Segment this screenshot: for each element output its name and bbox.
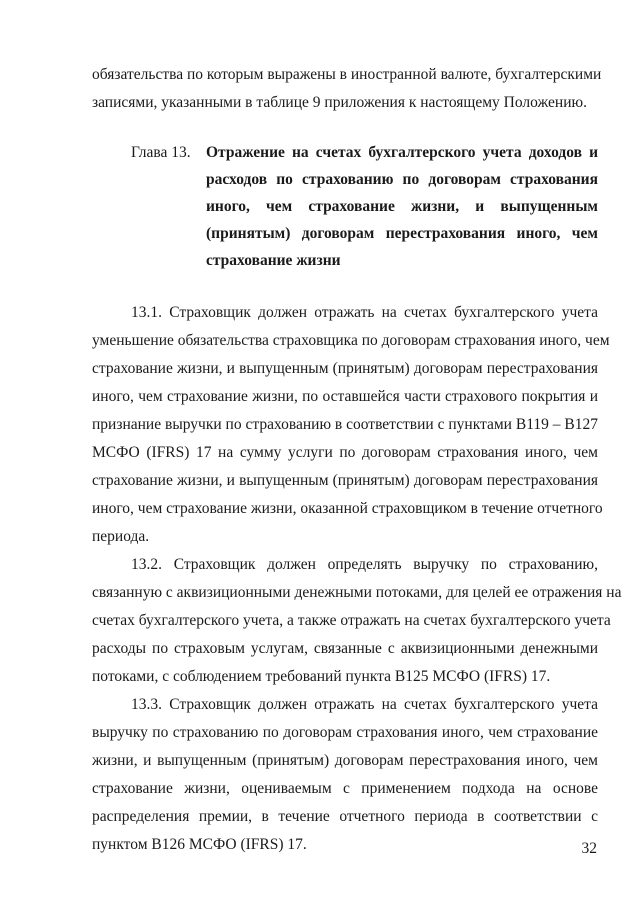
section-13-3-line: распределения премии, в течение отчетного периода в соответствии с	[92, 808, 598, 825]
section-13-1-line: 13.1. Страховщик должен отражать на счетах бухгалтерского учета	[131, 304, 598, 321]
chapter-title-line: расходов по страхованию по договорам страхования	[206, 171, 598, 188]
section-13-2-line: потоками, с соблюдением требований пункта В125 МСФО (IFRS) 17.	[92, 668, 551, 685]
section-13-3-line: жизни, и выпущенным (принятым) договорам перестрахования иного, чем	[92, 752, 598, 769]
chapter-title-line: Отражение на счетах бухгалтерского учета доходов и	[206, 144, 598, 161]
section-13-1-line: периода.	[92, 528, 150, 545]
chapter-label: Глава 13.	[131, 144, 191, 161]
section-13-2-line: расходы по страховым услугам, связанные с аквизиционными денежными	[92, 640, 598, 657]
section-13-1-line: признание выручки по страхованию в соответствии с пунктами В119 – В127	[92, 416, 598, 433]
chapter-title-line: иного, чем страхование жизни, и выпущенным	[206, 198, 598, 215]
section-13-3-line: выручку по страхованию по договорам страхования иного, чем страхование	[92, 724, 598, 741]
section-13-1-line: страхование жизни, и выпущенным (принятым) договорам перестрахования	[92, 472, 598, 489]
section-13-1-line: уменьшение обязательства страховщика по договорам страхования иного, чем	[92, 332, 610, 349]
section-13-1-line: МСФО (IFRS) 17 на сумму услуги по договорам страхования иного, чем	[92, 444, 598, 461]
chapter-title-line: (принятым) договорам перестрахования иного, чем	[206, 225, 598, 242]
section-13-2-line: счетах бухгалтерского учета, а также отражать на счетах бухгалтерского учета	[92, 612, 611, 629]
section-13-1-line: иного, чем страхование жизни, оказанной страховщиком в течение отчетного	[92, 500, 603, 517]
paragraph-line: обязательства по которым выражены в иностранной валюте, бухгалтерскими	[92, 66, 602, 83]
chapter-title-line: страхование жизни	[206, 252, 341, 269]
section-13-3-line: пунктом В126 МСФО (IFRS) 17.	[92, 836, 307, 853]
section-13-3-line: 13.3. Страховщик должен отражать на счетах бухгалтерского учета	[131, 696, 598, 713]
page-number: 32	[581, 840, 597, 857]
paragraph-line: записями, указанными в таблице 9 приложения к настоящему Положению.	[92, 94, 587, 111]
section-13-3-line: страхование жизни, оцениваемым с применением подхода на основе	[92, 780, 598, 797]
section-13-1-line: страхование жизни, и выпущенным (принятым) договорам перестрахования	[92, 360, 598, 377]
section-13-2-line: связанную с аквизиционными денежными потоками, для целей ее отражения на	[92, 584, 622, 601]
section-13-2-line: 13.2. Страховщик должен определять выручку по страхованию,	[131, 556, 598, 573]
section-13-1-line: иного, чем страхование жизни, по оставшейся части страхового покрытия и	[92, 388, 598, 405]
